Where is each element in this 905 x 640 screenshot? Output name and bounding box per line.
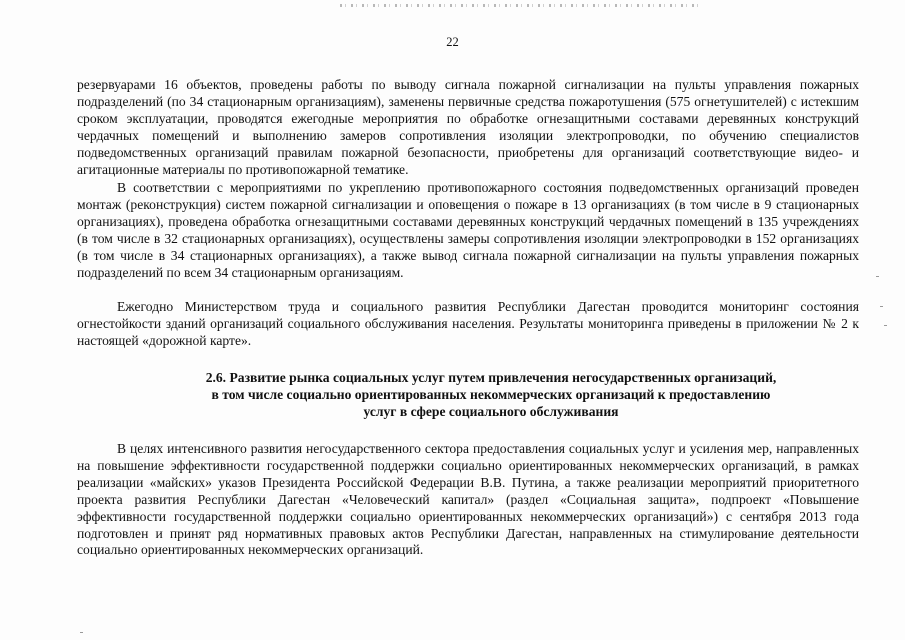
paragraph-continuation: резервуарами 16 объектов, проведены работы по выводу сигнала пожарной сигнализации на пульты управления пожарных подразделений (по 34 стационарным организациям), заменены первичные средства пожаротушения (575 огнетушителей) с истекшим сроком эксплуатации, проводятся ежегодные мероприятия по обработке огнезащитными составами деревянных конструкций чердачных помещений и выполнению замеров сопротивления изоляции электропроводки, по обучению специалистов подведомственных организаций правилам пожарной безопасности, приобретены для организаций соответствующие видео- и агитационные материалы по противопожарной тематике. (77, 77, 859, 177)
section-heading-line-2: в том числе социально ориентированных некоммерческих организаций к предоставлению (211, 387, 771, 402)
paragraph-nonprofit-development: В целях интенсивного развития негосударственного сектора предоставления социальных услуг и усиления мер, направленных на повышение эффективности государственной поддержки социально ориентированных некоммерческих организаций, в рамках реализации «майских» указов Президента Российской Федерации В.В. Путина, а также реализации мероприятий приоритетного проекта развития Республики Дагестан «Человеческий капитал» (раздел «Социальная защита», подпроект «Повышение эффективности государственной поддержки социально ориентированных некоммерческих организаций») с сентября 2013 года подготовлен и принят ряд нормативных правовых актов Республики Дагестан, направленных на стимулирование деятельности социально ориентированных некоммерческих организаций. (77, 441, 859, 558)
scan-artifact (340, 4, 700, 7)
scan-speck (876, 276, 879, 277)
page-number: 22 (446, 35, 459, 49)
scan-speck (880, 306, 883, 307)
section-heading-line-3: услуг в сфере социального обслуживания (363, 404, 619, 419)
section-heading (100, 369, 882, 420)
paragraph-fire-safety-measures: В соответствии с мероприятиями по укреплению противопожарного состояния подведомственных организаций проведен монтаж (реконструкция) систем пожарной сигнализации и оповещения о пожаре в 13 организациях (в том числе в 9 стационарных организациях), проведена обработка огнезащитными составами деревянных конструкций чердачных помещений в 135 учреждениях (в том числе в 32 стационарных организациях), осуществлены замеры сопротивления изоляции электропроводки в 152 организациях (в том числе в 34 стационарных организациях), а также вывод сигнала пожарной сигнализации на пульты управления пожарных подразделений по всем 34 стационарным организациям. (77, 180, 859, 280)
scan-speck (80, 632, 83, 633)
scan-speck (884, 325, 887, 326)
paragraph-monitoring: Ежегодно Министерством труда и социального развития Республики Дагестан проводится мониторинг состояния огнестойкости зданий организаций социального обслуживания населения. Результаты мониторинга приведены в приложении № 2 к настоящей «дорожной карте». (77, 299, 859, 348)
section-heading-line-1: 2.6. Развитие рынка социальных услуг путем привлечения негосударственных организаций, (205, 370, 777, 385)
